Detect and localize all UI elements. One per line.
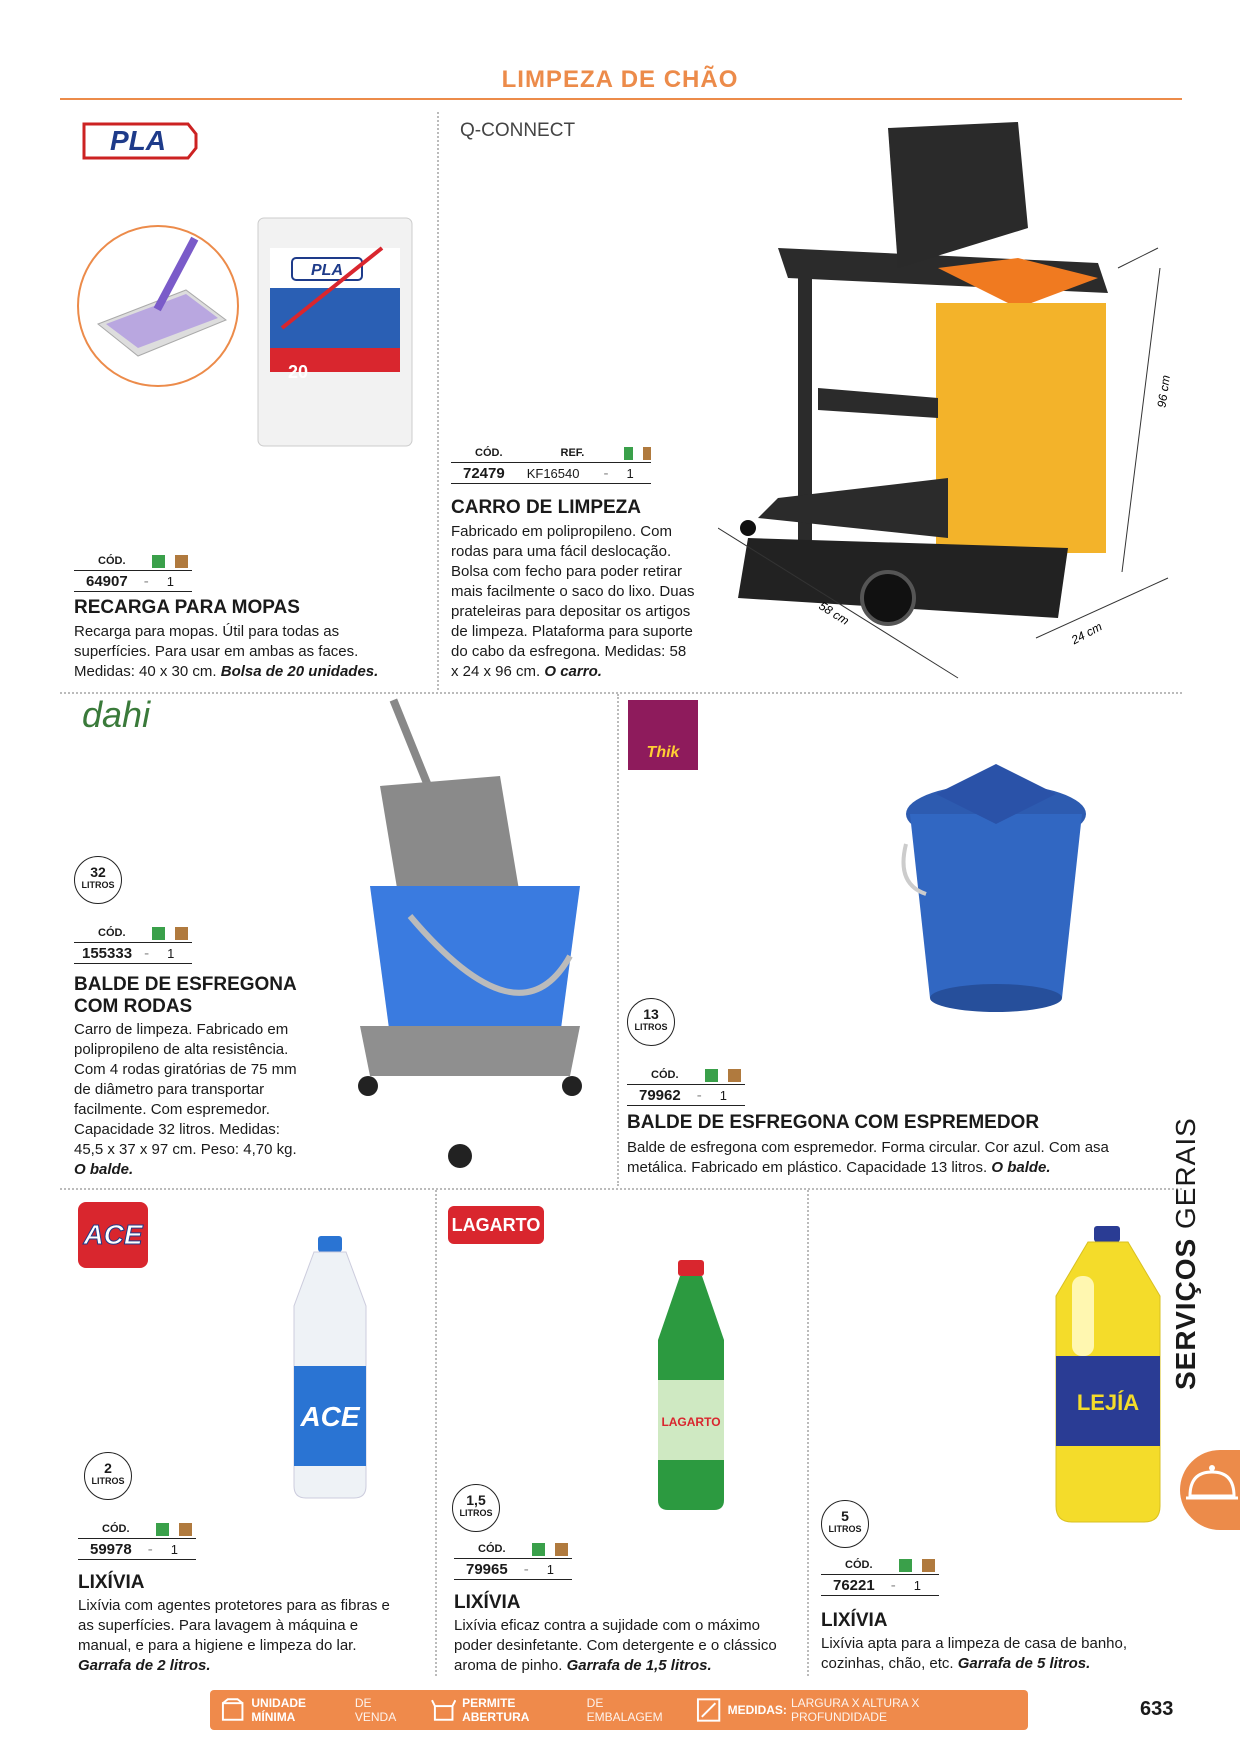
row-separator-2 xyxy=(60,1188,1182,1190)
ref-label: REF. xyxy=(560,447,585,459)
pack-brand-text: PLA xyxy=(311,262,343,279)
min-qty: 1 xyxy=(166,573,174,589)
open-package-icon xyxy=(152,927,165,940)
legend-measures-bold: MEDIDAS: xyxy=(727,1703,787,1717)
box-icon xyxy=(220,1697,245,1723)
cloche-icon xyxy=(1180,1450,1240,1530)
liters-badge-2 xyxy=(84,1452,132,1500)
min-qty: 1 xyxy=(167,945,175,961)
min-qty: 1 xyxy=(546,1561,554,1577)
liters-value: 32 xyxy=(90,864,106,880)
liters-unit: LITROS xyxy=(828,1524,862,1534)
dash: - xyxy=(144,944,150,962)
lagarto-logo xyxy=(448,1206,544,1244)
mop-bucket-image xyxy=(896,764,1096,1014)
open-package-icon xyxy=(899,1559,912,1572)
thik-logo-text: Thik xyxy=(646,744,680,761)
ace-desc-bold: Garrafa de 2 litros. xyxy=(78,1657,211,1674)
mop-image xyxy=(76,224,240,388)
open-package-icon xyxy=(705,1069,718,1082)
balde-esp-desc xyxy=(627,1138,1127,1178)
balde-esp-desc-bold: O balde. xyxy=(991,1159,1051,1176)
ace-title: LIXÍVIA xyxy=(78,1572,145,1593)
col-separator-1 xyxy=(437,112,439,690)
row-separator-1 xyxy=(60,692,1182,694)
balde-esp-title: BALDE DE ESFREGONA COM ESPREMEDOR xyxy=(627,1112,1040,1133)
lejia-codes xyxy=(821,1556,939,1596)
carro-desc-text: Fabricado em polipropileno. Com rodas para uma fácil deslocação. Bolsa com fecho para poder retirar mais facilmente o saco do lixo. Duas prateleiras para depositar os artigos de limpeza. Plataforma para suporte do cabo da esfregona. Medidas: 58 x 24 x 96 cm. xyxy=(451,523,695,680)
ace-desc xyxy=(78,1596,398,1676)
dash: - xyxy=(603,464,609,482)
min-unit-icon xyxy=(643,447,651,460)
ace-logo-text: ACE xyxy=(83,1219,143,1250)
min-unit-icon xyxy=(175,555,188,568)
dash: - xyxy=(143,572,149,590)
dim-depth: 24 cm xyxy=(1068,619,1105,648)
dash: - xyxy=(696,1086,702,1104)
balde-rodas-cod: 155333 xyxy=(82,944,133,962)
page-title: LIMPEZA DE CHÃO xyxy=(501,66,739,93)
liters-value: 2 xyxy=(104,1460,112,1476)
open-package-icon xyxy=(624,447,632,460)
legend-open-light: DE EMBALAGEM xyxy=(586,1696,663,1724)
mop-bucket-wheels-image xyxy=(350,696,590,1176)
liters-badge-13 xyxy=(627,998,675,1046)
ace-desc-text: Lixívia com agentes protetores para as fibras e as superfícies. Para lavagem à máquina e manual, e para a higiene e limpeza do lar. xyxy=(78,1597,390,1654)
pla-logo-text: PLA xyxy=(110,125,166,156)
liters-unit: LITROS xyxy=(459,1508,493,1518)
legend-measures xyxy=(696,1696,1012,1724)
col-separator-3 xyxy=(435,1190,437,1676)
legend-min-unit-light: DE VENDA xyxy=(354,1696,397,1724)
open-package-icon xyxy=(152,555,165,568)
col-separator-2 xyxy=(617,694,619,1186)
dash: - xyxy=(523,1560,529,1578)
cod-label: CÓD. xyxy=(98,555,126,567)
balde-rodas-codes xyxy=(74,924,192,964)
balde-rodas-title-1: BALDE DE ESFREGONA xyxy=(74,974,297,995)
cleaning-cart-image xyxy=(718,118,1184,680)
lagarto-bottle-label: LAGARTO xyxy=(661,1415,721,1429)
min-unit-icon xyxy=(728,1069,741,1082)
lejia-cod: 76221 xyxy=(833,1576,875,1594)
liters-value: 5 xyxy=(841,1508,849,1524)
min-qty: 1 xyxy=(626,465,634,481)
balde-esp-codes xyxy=(627,1066,745,1106)
ace-cod: 59978 xyxy=(90,1540,132,1558)
thik-logo xyxy=(628,700,698,770)
lagarto-desc xyxy=(454,1616,794,1676)
cod-label: CÓD. xyxy=(475,447,503,459)
legend-open-package xyxy=(431,1696,681,1724)
carro-desc-bold: O carro. xyxy=(544,663,602,680)
carro-cod: 72479 xyxy=(463,464,505,482)
lejia-bottle-label: LEJÍA xyxy=(1076,1390,1140,1415)
balde-esp-cod: 79962 xyxy=(639,1086,681,1104)
legend-open-bold: PERMITE ABERTURA xyxy=(462,1696,530,1724)
recarga-cod: 64907 xyxy=(86,572,128,590)
pack-count-text: 20 xyxy=(288,362,309,382)
ruler-icon xyxy=(696,1697,721,1723)
title-underline xyxy=(60,98,1182,100)
liters-unit: LITROS xyxy=(91,1476,125,1486)
liters-value: 1,5 xyxy=(466,1492,486,1508)
lejia-bottle-image xyxy=(1048,1226,1168,1524)
open-package-icon xyxy=(532,1543,545,1556)
cod-label: CÓD. xyxy=(651,1069,679,1081)
min-qty: 1 xyxy=(913,1577,921,1593)
balde-esp-desc-text: Balde de esfregona com espremedor. Forma circular. Cor azul. Com asa metálica. Fabricado em plástico. Capacidade 13 litros. xyxy=(627,1139,1109,1176)
lagarto-desc-bold: Garrafa de 1,5 litros. xyxy=(566,1657,712,1674)
open-box-icon xyxy=(431,1697,456,1723)
lejia-title: LIXÍVIA xyxy=(821,1610,888,1631)
dahi-logo-text: dahi xyxy=(82,694,151,735)
legend-bar xyxy=(210,1690,1028,1730)
legend-measures-light: LARGURA X ALTURA X PROFUNDIDADE xyxy=(790,1696,920,1724)
ace-bottle-image xyxy=(284,1236,376,1500)
page-number: 633 xyxy=(1140,1698,1174,1720)
open-package-icon xyxy=(156,1523,169,1536)
dim-width: 58 cm xyxy=(816,598,852,628)
min-qty: 1 xyxy=(719,1087,727,1103)
dash: - xyxy=(147,1540,153,1558)
balde-rodas-desc-text: Carro de limpeza. Fabricado em polipropileno de alta resistência. Com 4 rodas giratórias de 75 mm de diâmetro para transportar facilmente. Com espremedor. Capacidade 32 litros. Medidas: 45,5 x 37 x 97 cm. Peso: 4,70 kg. xyxy=(74,1021,297,1158)
cod-label: CÓD. xyxy=(98,927,126,939)
mop-refill-pack-image xyxy=(252,208,418,454)
lejia-desc-bold: Garrafa de 5 litros. xyxy=(957,1655,1091,1672)
min-unit-icon xyxy=(175,927,188,940)
liters-value: 13 xyxy=(643,1006,659,1022)
ace-logo xyxy=(78,1202,148,1268)
cod-label: CÓD. xyxy=(845,1559,873,1571)
cod-label: CÓD. xyxy=(102,1523,130,1535)
liters-badge-5 xyxy=(821,1500,869,1548)
balde-rodas-desc-bold: O balde. xyxy=(74,1161,134,1178)
liters-badge-1-5 xyxy=(452,1484,500,1532)
side-label-bold: SERVIÇOS xyxy=(1170,1237,1201,1390)
recarga-desc xyxy=(74,622,398,682)
lagarto-logo-text: LAGARTO xyxy=(451,1214,541,1235)
min-unit-icon xyxy=(922,1559,935,1572)
carro-ref: KF16540 xyxy=(526,465,580,481)
recarga-title: RECARGA PARA MOPAS xyxy=(74,597,300,618)
dash: - xyxy=(890,1576,896,1594)
liters-badge-32 xyxy=(74,856,122,904)
carro-title: CARRO DE LIMPEZA xyxy=(451,497,641,518)
liters-unit: LITROS xyxy=(634,1022,668,1032)
recarga-desc-text: Recarga para mopas. Útil para todas as superfícies. Para usar em ambas as faces. Medidas: 40 x 30 cm. xyxy=(74,623,359,680)
min-unit-icon xyxy=(555,1543,568,1556)
balde-rodas-title xyxy=(74,974,374,1018)
legend-min-unit-bold: UNIDADE MÍNIMA xyxy=(251,1696,307,1724)
qconnect-logo xyxy=(460,120,575,142)
carro-desc xyxy=(451,522,697,682)
ace-bottle-label: ACE xyxy=(300,1401,360,1432)
col-separator-4 xyxy=(807,1190,809,1676)
lejia-desc xyxy=(821,1634,1141,1674)
balde-rodas-desc xyxy=(74,1020,310,1180)
pla-logo xyxy=(78,120,198,162)
lejia-desc-text: Lixívia apta para a limpeza de casa de banho, cozinhas, chão, etc. xyxy=(821,1635,1128,1672)
lagarto-codes xyxy=(454,1540,572,1580)
ace-codes xyxy=(78,1520,196,1560)
lagarto-desc-text: Lixívia eficaz contra a sujidade com o máximo poder desinfetante. Com detergente e o clássico aroma de pinho. xyxy=(454,1617,777,1674)
lagarto-cod: 79965 xyxy=(466,1560,508,1578)
lagarto-bottle-image xyxy=(652,1260,730,1510)
legend-min-unit xyxy=(220,1696,415,1724)
section-tab xyxy=(1180,1450,1240,1530)
recarga-desc-bold: Bolsa de 20 unidades. xyxy=(220,663,379,680)
cod-label: CÓD. xyxy=(478,1543,506,1555)
min-qty: 1 xyxy=(170,1541,178,1557)
lagarto-title: LIXÍVIA xyxy=(454,1592,521,1613)
qconnect-logo-text: Q-CONNECT xyxy=(460,120,576,141)
liters-unit: LITROS xyxy=(81,880,115,890)
section-side-label xyxy=(1170,1117,1202,1390)
min-unit-icon xyxy=(179,1523,192,1536)
dim-height: 96 cm xyxy=(1154,374,1173,409)
carro-codes xyxy=(451,444,651,484)
side-label-light: GERAIS xyxy=(1170,1117,1201,1230)
recarga-codes xyxy=(74,552,192,592)
balde-rodas-title-2: COM RODAS xyxy=(74,996,193,1017)
dahi-logo xyxy=(82,694,150,736)
